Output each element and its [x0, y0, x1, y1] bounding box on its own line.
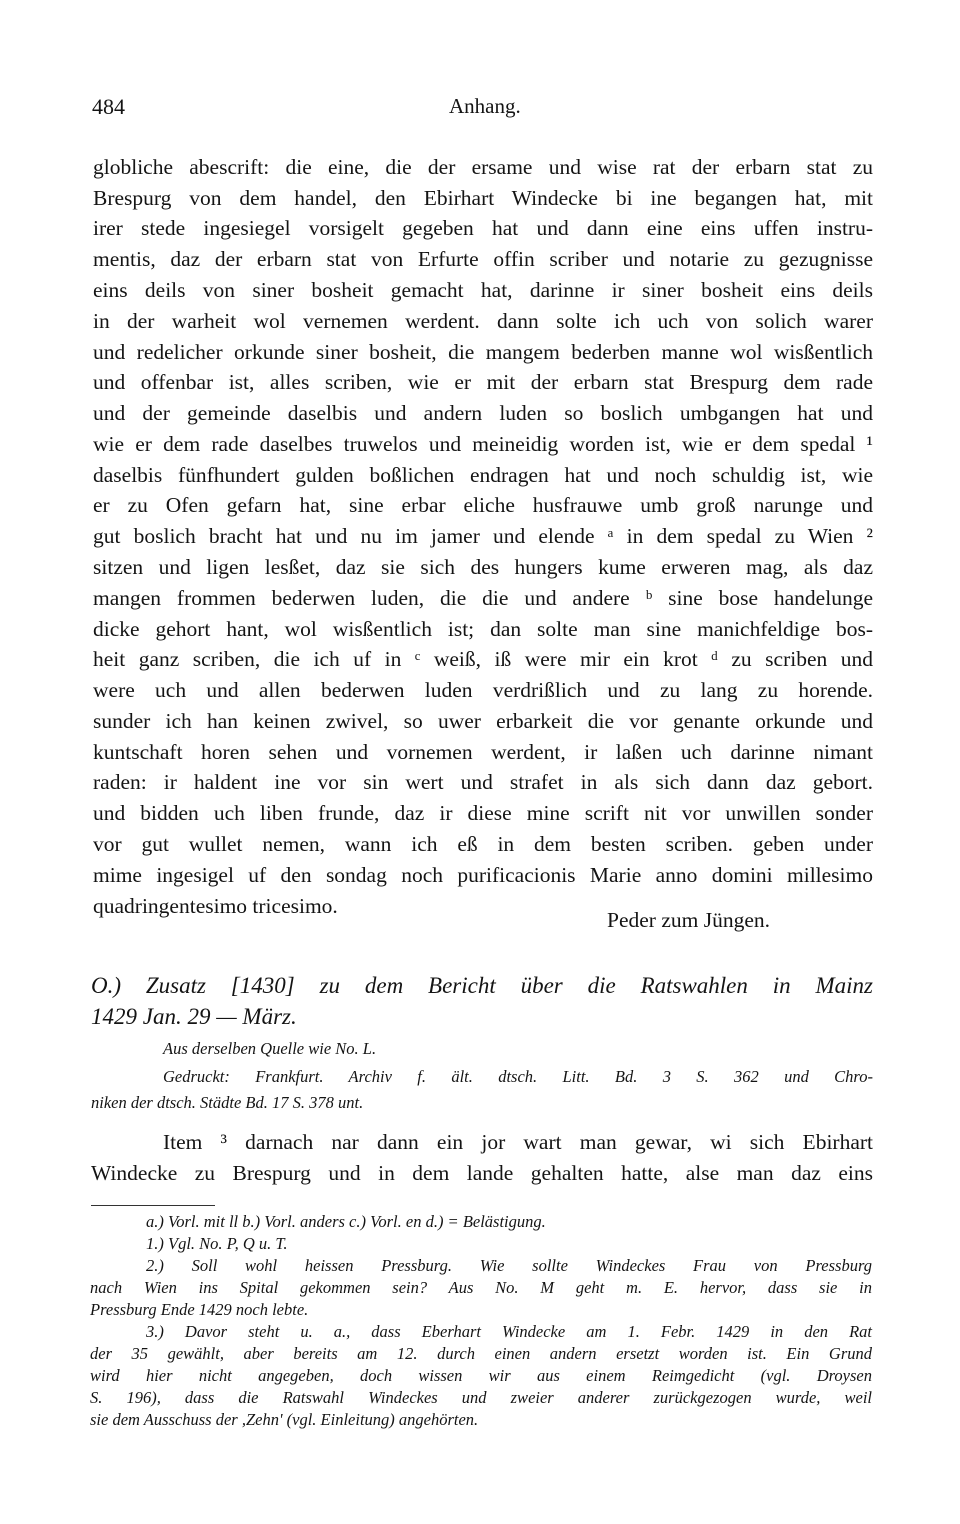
footnote: nach Wien ins Spital gekommen sein? Aus No. M geht m. E. hervor, dass sie in — [90, 1278, 872, 1297]
body-line: und bidden uch liben frunde, daz ir diese mine scrift nit vor unwillen sonder — [93, 801, 873, 825]
body-line: raden: ir haldent ine vor sin wert und strafet in als sich dann daz gebort. — [93, 770, 873, 794]
body-line: Brespurg von dem handel, den Ebirhart Windecke bi ine begangen hat, mit — [93, 186, 873, 210]
body-line: daselbis fünfhundert gulden boßlichen endragen hat und noch schuldig ist, wie — [93, 463, 873, 487]
footnote: sie dem Ausschuss der ,Zehn' (vgl. Einleitung) angehörten. — [90, 1410, 479, 1429]
body-line: sunder ich han keinen zwivel, so uwer erbarkeit die vor genante orkunde und — [93, 709, 873, 733]
body-line: irer stede ingesiegel vorsigelt gegeben hat und dann eine eins uffen instru- — [93, 216, 873, 240]
body-line: were uch und allen bederwen luden verdrißlich und zu lang zu horende. — [93, 678, 873, 702]
footnote: 3.) Davor steht u. a., dass Eberhart Windecke am 1. Febr. 1429 in den Rat — [146, 1322, 872, 1341]
footnote: Pressburg Ende 1429 noch lebte. — [90, 1300, 309, 1319]
page-number: 484 — [92, 94, 125, 119]
footnote: wird hier nicht angegeben, doch wissen wir aus einem Reimgedicht (vgl. Droysen — [90, 1366, 872, 1385]
body-line: eins deils von siner bosheit gemacht hat, darinne ir siner bosheit eins deils — [93, 278, 873, 302]
body-line: vor gut wullet nemen, wann ich eß in dem besten scriben. geben under — [93, 832, 873, 856]
body-line: globliche abescrift: die eine, die der ersame und wise rat der erbarn stat zu — [93, 155, 873, 179]
body-line: und der gemeinde daselbis und andern luden so boslich umbgangen hat und — [93, 401, 873, 425]
source-note: Aus derselben Quelle wie No. L. — [163, 1039, 377, 1058]
body-line: mime ingesigel uf den sondag noch purificacionis Marie anno domini millesimo — [93, 863, 873, 887]
footnote: S. 196), dass die Ratswahl Windeckes und zweier anderer zurückgezogen wurde, weil — [90, 1388, 872, 1407]
body-line: wie er dem rade daselbes truwelos und meineidig worden ist, wie er dem spedal ¹ — [93, 432, 873, 456]
body-line: Item ³ darnach nar dann ein jor wart man gewar, wi sich Ebirhart — [163, 1130, 873, 1154]
body-line: und redelicher orkunde siner bosheit, die mangem bederben manne wol wisßentlich — [93, 340, 873, 364]
body-line: kuntschaft horen sehen und vornemen werdent, ir laßen uch darinne nimant — [93, 740, 873, 764]
body-line: in der warheit wol vernemen werdent. dann solte ich uch von solich warer — [93, 309, 873, 333]
body-line: und offenbar ist, alles scriben, wie er mit der erbarn stat Brespurg dem rade — [93, 370, 873, 394]
body-line: quadringentesimo tricesimo. — [93, 894, 338, 918]
body-line: mentis, daz der erbarn stat von Erfurte offin scriber und notarie zu gezugnisse — [93, 247, 873, 271]
footnote: 1.) Vgl. No. P, Q u. T. — [146, 1234, 288, 1253]
body-line: heit ganz scriben, die ich uf in ᶜ weiß, iß were mir ein krot ᵈ zu scriben und — [93, 647, 873, 671]
footnote-rule — [91, 1205, 215, 1206]
section-heading-line: 1429 Jan. 29 — März. — [91, 1004, 297, 1029]
body-line: Windecke zu Brespurg und in dem lande gehalten hatte, alse man daz eins — [91, 1161, 873, 1185]
body-line: sitzen und ligen lesßet, daz sie sich des hungers kume erweren mag, als daz — [93, 555, 873, 579]
source-note: niken der dtsch. Städte Bd. 17 S. 378 unt. — [91, 1093, 364, 1112]
footnote: 2.) Soll wohl heissen Pressburg. Wie sollte Windeckes Frau von Pressburg — [146, 1256, 872, 1275]
section-heading-line: O.) Zusatz [1430] zu dem Bericht über die Ratswahlen in Mainz — [91, 973, 873, 998]
body-line: er zu Ofen gefarn hat, sine erbar eliche husfrauwe umb groß narunge und — [93, 493, 873, 517]
running-head: Anhang. — [449, 94, 521, 118]
footnote: a.) Vorl. mit ll b.) Vorl. anders c.) Vorl. en d.) = Belästigung. — [146, 1212, 546, 1231]
body-line: mangen frommen bederwen luden, die die und andere ᵇ sine bose handelunge — [93, 586, 873, 610]
source-note: Gedruckt: Frankfurt. Archiv f. ält. dtsch. Litt. Bd. 3 S. 362 und Chro- — [163, 1067, 873, 1086]
body-line: dicke gehort hant, wol wisßentlich ist; dan solte man sine manichfeldige bos- — [93, 617, 873, 641]
body-line: gut boslich bracht hat und nu im jamer und elende ᵃ in dem spedal zu Wien ² — [93, 524, 873, 548]
signature: Peder zum Jüngen. — [607, 908, 771, 932]
footnote: der 35 gewählt, aber bereits am 12. durch einen andern ersetzt worden ist. Ein Grund — [90, 1344, 872, 1363]
